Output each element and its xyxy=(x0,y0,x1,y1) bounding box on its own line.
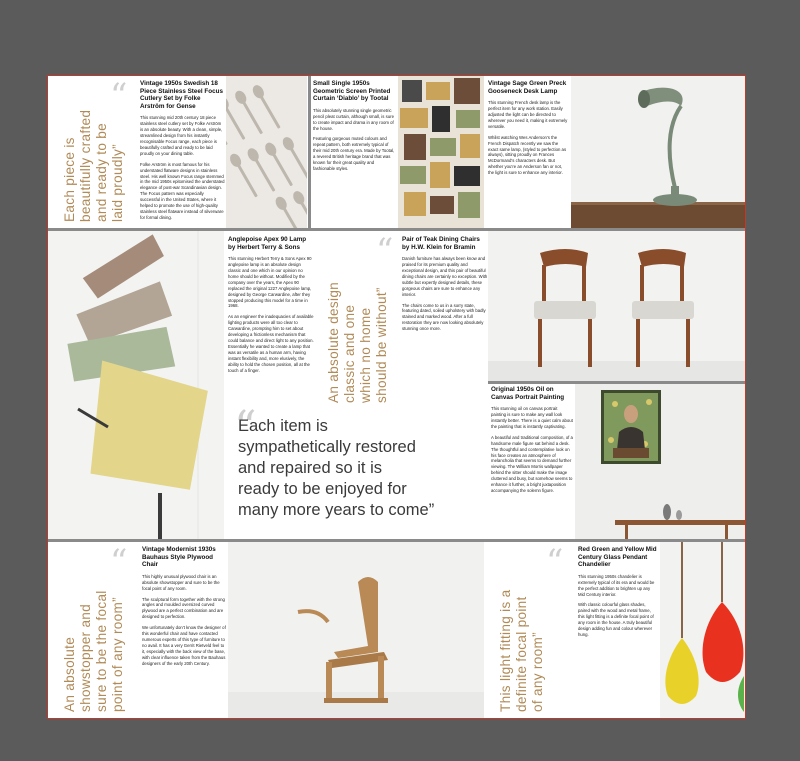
plywood-photo xyxy=(228,542,484,718)
article-paragraph: This stunning French desk lamp is the perfect item for any work station. Easily adjusted the light can be directed to wherever you need it, making it extremely versatile. xyxy=(488,100,568,129)
quote-panel-1 xyxy=(48,76,138,228)
quote-mark-icon: “ xyxy=(546,542,564,582)
article-title: Vintage Sage Green Preck Gooseneck Desk Lamp xyxy=(488,80,567,95)
article-paragraph: Whilst watching Wes Anderson’s the French Dispatch recently we saw the exact same lamp, (styled to perfection as always), sitting proudly on Frances McDormand’s characters desk. But whether you’re an Anderson fan or not, the light is sure to enhance any interior. xyxy=(488,134,567,176)
quote-text-1: Each piece is beautifully crafted and ready to be laid proudly” xyxy=(62,109,125,222)
article-chandelier xyxy=(578,546,658,716)
quote-text-2: An absolute design classic and one which no home should be without” xyxy=(326,281,389,403)
desklamp-photo xyxy=(571,76,745,228)
quote-mark-icon: “ xyxy=(234,406,257,453)
article-paragraph: With classic colourful glass shades, paired with the wood and metal frame, this light fitting is a definite focal point of any room in the house. A truly beautiful design adding fun and colour wherever hung. xyxy=(578,602,654,637)
chandelier-photo xyxy=(660,542,745,718)
quote-text-3: Each item is sympathetically restored and repaired so it is ready to be enjoyed for many more years to come” xyxy=(238,417,435,519)
article-plywood xyxy=(142,546,227,716)
painting-photo xyxy=(575,384,745,539)
curtain-photo xyxy=(398,76,484,228)
chairs-photo xyxy=(488,231,745,381)
article-paragraph: This highly unusual plywood chair is an absolute showstopper and sure to be the focal point of any room. xyxy=(142,573,220,591)
article-paragraph: This stunning 1950s chandelier is extremely typical of its era and would be the perfect addition to brighten up any Mid Century interior. xyxy=(578,573,655,597)
article-title: Vintage Modernist 1930s Bauhaus Style Plywood Chair xyxy=(142,546,216,569)
article-paragraph: A beautiful and traditional composition, of a handsome male figure sat behind a desk. The thoughtful and contemplative look on his face creates an atmosphere of melancholia that seems to demand further viewing. The William Morris wallpaper behind the sitter should make the image cluttered and busy, but somehow seems to enhance it further, a bright juxtaposition accompanying the solemn figure. xyxy=(491,434,573,493)
article-title: Pair of Teak Dining Chairs by H.W. Klein for Bramin xyxy=(402,236,480,251)
article-curtain xyxy=(313,80,395,226)
quote-panel-2 xyxy=(316,231,406,406)
article-paragraph: Folke Arström is most famous for his understated flatware designs in stainless steel. His well known Focus range stemmed in the mid 1950s epitomised the understated elegance of post-war Scandinavian design. The Focus pattern was especially successful in the United States, where it helped to promote the use of high-quality stainless steel flatware instead of silverware for formal dining. xyxy=(140,161,225,220)
quote-mark-icon: “ xyxy=(376,231,394,271)
article-chairs xyxy=(402,236,488,416)
article-paragraph: The chairs come to us in a sorry state, featuring dated, soiled upholstery with badly stained and marked wood. After a full restoration they are now looking absolutely stunning once more. xyxy=(402,302,486,332)
article-painting xyxy=(491,386,573,536)
quote-text-5: This light fitting is a definite focal point of any room” xyxy=(498,589,545,712)
catalogue-sheet xyxy=(48,76,745,718)
article-title: Small Single 1950s Geometric Screen Printed Curtain ‘Diablo’ by Tootal xyxy=(313,80,391,103)
article-paragraph: This stunning Herbert Terry & Sons Apex 90 anglepoise lamp is an absolute design classic and one which in our opinion no home should be without. Modified by the company over the years, the Apex 90 replaced the original 1227 Anglepoise lamp, designed by George Carwardine, after they stopped producing this model for a time in 1968. xyxy=(228,256,312,309)
quote-mark-icon: “ xyxy=(110,542,128,582)
gutter xyxy=(308,76,311,228)
article-title: Vintage 1950s Swedish 18 Piece Stainless Steel Focus Cutlery Set by Folke Arström for Gense xyxy=(140,80,223,110)
article-desklamp xyxy=(488,80,568,226)
article-title: Original 1950s Oil on Canvas Portrait Painting xyxy=(491,386,565,401)
article-paragraph: The sculptural form together with the strong angles and moulded oversized curved plywood are a perfect combination and are designed to perfection. xyxy=(142,596,225,620)
article-paragraph: We unfortunately don’t know the designer of this wonderful chair and have contacted numerous experts of this type of furniture to no avail. It has a very Gerrit Rietveld feel to it, especially with the back view of the base, with clear influence taken from the Bauhaus designers of the early 20th Century. xyxy=(142,625,226,666)
quote-mark-icon: “ xyxy=(110,76,128,116)
anglepoise-photo xyxy=(48,231,224,539)
cutlery-photo xyxy=(226,76,307,228)
article-paragraph: This stunning mid 20th century 18 piece stainless steel cutlery set by Folke Arström is an absolute beauty. With a clean, simple, streamlined design from his instantly recognisable Focus range, each piece is beautifully crafted and ready to be laid proudly on your dining table. xyxy=(140,115,223,156)
article-paragraph: This absolutely stunning single geometric pencil pleat curtain, although small, is sure to create impact and drama in any room of the house. xyxy=(313,107,394,131)
article-paragraph: Danish furniture has always been know and praised for its premium quality and exceptional design, and this pair of beautiful dining chairs are certainly no exception. With subtle but expertly designed details, these gorgeous chairs are sure to enhance any interior. xyxy=(402,256,488,297)
quote-panel-4 xyxy=(48,542,140,718)
article-paragraph: Featuring gorgeous muted colours and repeat pattern, both extremely typical of their mid 20th century era. Made by Tootal, a revered British heritage brand that was known for their great quality and fashionable styles. xyxy=(313,136,395,171)
article-title: Red Green and Yellow Mid Century Glass Pendant Chandelier xyxy=(578,546,657,569)
article-title: Anglepoise Apex 90 Lamp by Herbert Terry & Sons xyxy=(228,236,307,251)
quote-panel-5 xyxy=(488,542,576,718)
quote-text-4: An absolute showstopper and sure to be the focal point of any room” xyxy=(62,590,125,712)
article-cutlery xyxy=(140,80,225,226)
quote-panel-3 xyxy=(228,406,488,538)
article-paragraph: As an engineer the inadequacies of available lighting products were all too clear to Carwardine, prompting him to set about developing a frictionless mechanism that could balance and direct light to any position. Essentially he wanted to create a lamp that was as versatile as a human arm, having instant flexibility and, more elusively, the ability to hold the chosen position, all at the touch of a finger. xyxy=(228,314,314,373)
article-paragraph: This stunning oil on canvas portrait painting is sure to make any wall look instantly better. There is a quiet calm about the painting that is instantly captivating. xyxy=(491,406,573,429)
